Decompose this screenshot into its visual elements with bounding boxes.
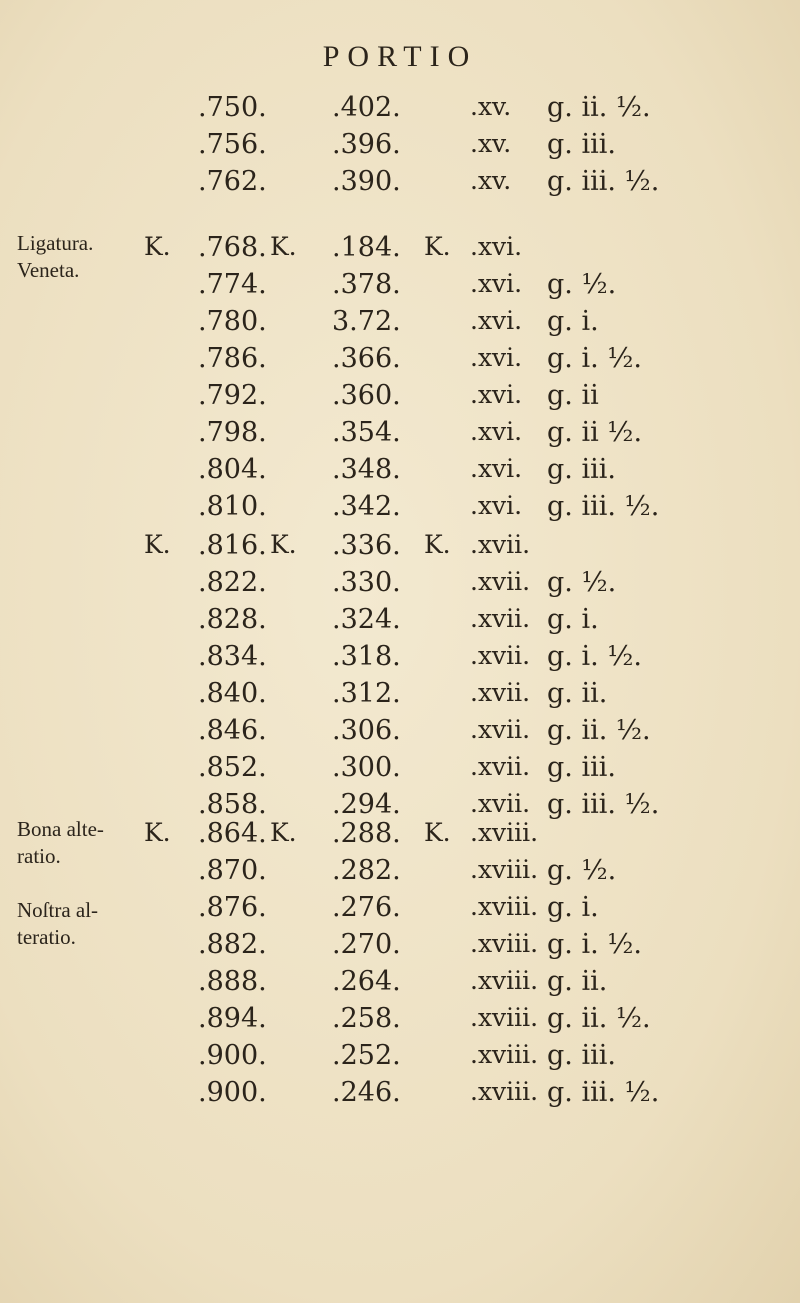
table-row — [0, 417, 800, 453]
cell-n3: .xviii. — [470, 818, 539, 847]
cell-g: g. iii. ½. — [547, 166, 660, 197]
cell-n3: .xvii. — [470, 567, 531, 596]
table-row — [0, 752, 800, 788]
cell-n1: .798. — [198, 417, 267, 448]
cell-g: g. iii. ½. — [547, 491, 660, 522]
margin-note — [17, 230, 93, 284]
table-row — [0, 232, 800, 268]
cell-n1: .900. — [198, 1077, 267, 1108]
cell-n2: .390. — [332, 166, 401, 197]
margin-note-line: Veneta. — [17, 258, 80, 282]
cell-g: g. iii. — [547, 129, 616, 160]
margin-note-line: ratio. — [17, 844, 61, 868]
cell-n2: .270. — [332, 929, 401, 960]
table-row — [0, 269, 800, 305]
cell-n2: .246. — [332, 1077, 401, 1108]
table-row — [0, 1040, 800, 1076]
cell-n2: .184. — [332, 232, 401, 263]
cell-n3: .xvii. — [470, 715, 531, 744]
table-row — [0, 567, 800, 603]
cell-n2: .378. — [332, 269, 401, 300]
cell-n1: .888. — [198, 966, 267, 997]
cell-g: g. iii. — [547, 752, 616, 783]
table-row — [0, 966, 800, 1002]
cell-n3: .xviii. — [470, 855, 539, 884]
margin-note-line: teratio. — [17, 925, 76, 949]
cell-n1: .870. — [198, 855, 267, 886]
cell-g: g. ii — [547, 380, 599, 411]
cell-n2: .312. — [332, 678, 401, 709]
margin-note-line: Bona alte- — [17, 817, 104, 841]
cell-n1: .756. — [198, 129, 267, 160]
table-row — [0, 306, 800, 342]
cell-n1: .816. — [198, 530, 267, 561]
cell-n2: .276. — [332, 892, 401, 923]
margin-note-line — [17, 870, 104, 897]
cell-n3: .xvi. — [470, 491, 523, 520]
cell-n2: .258. — [332, 1003, 401, 1034]
cell-g: g. ii. ½. — [547, 715, 651, 746]
table-row — [0, 641, 800, 677]
table-row — [0, 715, 800, 751]
cell-n3: .xvii. — [470, 678, 531, 707]
k-mark: K. — [144, 530, 171, 559]
cell-n1: .750. — [198, 92, 267, 123]
cell-n2: 3.72. — [332, 306, 401, 337]
table-row — [0, 166, 800, 202]
cell-n3: .xviii. — [470, 1040, 539, 1069]
cell-n3: .xvi. — [470, 232, 523, 261]
table-row — [0, 92, 800, 128]
cell-n3: .xvi. — [470, 306, 523, 335]
cell-n1: .810. — [198, 491, 267, 522]
cell-g: g. ½. — [547, 269, 617, 300]
cell-g: g. i. ½. — [547, 929, 643, 960]
cell-g: g. ½. — [547, 567, 617, 598]
cell-n1: .876. — [198, 892, 267, 923]
table-row — [0, 454, 800, 490]
cell-n2: .402. — [332, 92, 401, 123]
cell-n1: .780. — [198, 306, 267, 337]
cell-n2: .288. — [332, 818, 401, 849]
cell-g: g. ii. ½. — [547, 1003, 651, 1034]
cell-n1: .786. — [198, 343, 267, 374]
cell-n3: .xviii. — [470, 1003, 539, 1032]
cell-n3: .xvi. — [470, 269, 523, 298]
cell-n1: .864. — [198, 818, 267, 849]
k-mark: K. — [270, 232, 297, 261]
cell-g: g. i. ½. — [547, 641, 643, 672]
page-title: PORTIO — [322, 40, 478, 73]
table-row — [0, 491, 800, 527]
cell-g: g. ½. — [547, 855, 617, 886]
cell-n2: .282. — [332, 855, 401, 886]
cell-g: g. i. — [547, 306, 599, 337]
table-row — [0, 929, 800, 965]
cell-n2: .342. — [332, 491, 401, 522]
cell-g: g. iii. ½. — [547, 1077, 660, 1108]
cell-n2: .324. — [332, 604, 401, 635]
table-row — [0, 1077, 800, 1113]
cell-n1: .768. — [198, 232, 267, 263]
cell-n3: .xvi. — [470, 343, 523, 372]
cell-g: g. i. — [547, 892, 599, 923]
cell-n2: .318. — [332, 641, 401, 672]
table-row — [0, 604, 800, 640]
cell-g: g. iii. — [547, 454, 616, 485]
table-row — [0, 343, 800, 379]
cell-n1: .840. — [198, 678, 267, 709]
margin-note-line: Ligatura. — [17, 231, 94, 255]
cell-n1: .846. — [198, 715, 267, 746]
cell-n1: .834. — [198, 641, 267, 672]
cell-n3: .xvii. — [470, 789, 531, 818]
cell-n3: .xvii. — [470, 604, 531, 633]
cell-n3: .xv. — [470, 166, 512, 195]
cell-n2: .396. — [332, 129, 401, 160]
margin-note-line: Noſtra al- — [17, 898, 99, 922]
table-row — [0, 678, 800, 714]
k-mark: K. — [270, 530, 297, 559]
k-mark: K. — [424, 232, 451, 261]
table-row — [0, 818, 800, 854]
cell-n3: .xviii. — [470, 929, 539, 958]
cell-n3: .xvii. — [470, 641, 531, 670]
cell-n2: .366. — [332, 343, 401, 374]
cell-n3: .xvi. — [470, 417, 523, 446]
cell-n1: .822. — [198, 567, 267, 598]
cell-g: g. iii. — [547, 1040, 616, 1071]
cell-n3: .xviii. — [470, 892, 539, 921]
cell-g: g. ii. ½. — [547, 92, 651, 123]
k-mark: K. — [270, 818, 297, 847]
cell-g: g. ii ½. — [547, 417, 643, 448]
cell-g: g. iii. ½. — [547, 789, 660, 820]
k-mark: K. — [144, 818, 171, 847]
cell-n2: .252. — [332, 1040, 401, 1071]
cell-n2: .330. — [332, 567, 401, 598]
cell-n1: .858. — [198, 789, 267, 820]
cell-n2: .294. — [332, 789, 401, 820]
cell-n3: .xvi. — [470, 454, 523, 483]
cell-n2: .336. — [332, 530, 401, 561]
cell-g: g. ii. — [547, 678, 608, 709]
k-mark: K. — [144, 232, 171, 261]
table-row — [0, 129, 800, 165]
k-mark: K. — [424, 530, 451, 559]
cell-n3: .xv. — [470, 129, 512, 158]
table-row — [0, 530, 800, 566]
table-row — [0, 1003, 800, 1039]
cell-n2: .360. — [332, 380, 401, 411]
cell-n1: .828. — [198, 604, 267, 635]
cell-n1: .804. — [198, 454, 267, 485]
cell-g: g. i. ½. — [547, 343, 643, 374]
cell-n1: .774. — [198, 269, 267, 300]
cell-n2: .354. — [332, 417, 401, 448]
cell-n2: .264. — [332, 966, 401, 997]
cell-n3: .xvii. — [470, 530, 531, 559]
cell-n3: .xviii. — [470, 1077, 539, 1106]
cell-n1: .894. — [198, 1003, 267, 1034]
cell-g: g. i. — [547, 604, 599, 635]
table-row — [0, 380, 800, 416]
table-row — [0, 892, 800, 928]
cell-n2: .306. — [332, 715, 401, 746]
cell-n1: .882. — [198, 929, 267, 960]
table-row — [0, 855, 800, 891]
k-mark: K. — [424, 818, 451, 847]
cell-n1: .900. — [198, 1040, 267, 1071]
cell-n1: .762. — [198, 166, 267, 197]
cell-n1: .792. — [198, 380, 267, 411]
cell-n2: .300. — [332, 752, 401, 783]
margin-note — [17, 816, 104, 951]
cell-n1: .852. — [198, 752, 267, 783]
cell-n3: .xv. — [470, 92, 512, 121]
cell-n3: .xvi. — [470, 380, 523, 409]
cell-n3: .xvii. — [470, 752, 531, 781]
cell-g: g. ii. — [547, 966, 608, 997]
cell-n2: .348. — [332, 454, 401, 485]
cell-n3: .xviii. — [470, 966, 539, 995]
